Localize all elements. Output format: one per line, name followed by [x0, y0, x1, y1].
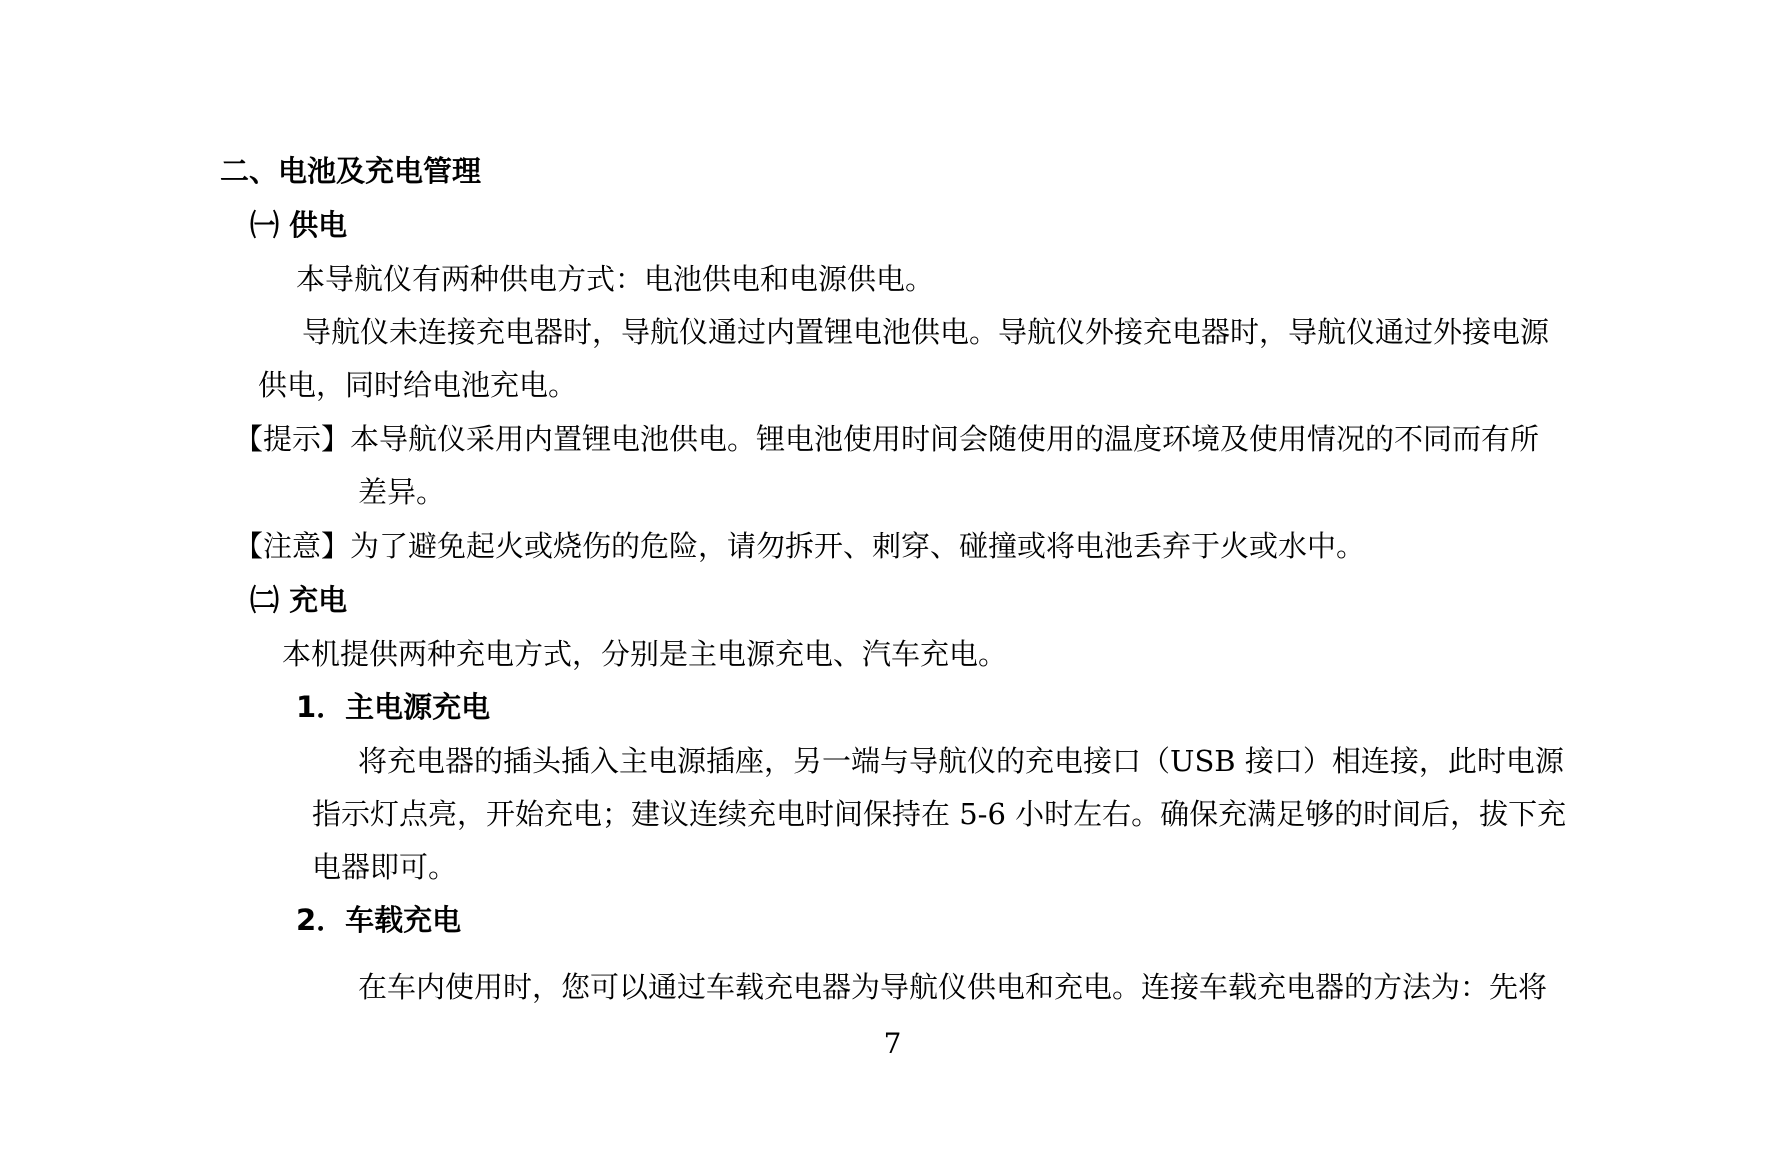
section-title: 二、电池及充电管理 — [220, 154, 482, 188]
subsection-title-power-supply: ㈠ 供电 — [250, 208, 348, 242]
item-title-car-charging: 2．车载充电 — [296, 903, 462, 937]
paragraph-mains-line1: 将充电器的插头插入主电源插座，另一端与导航仪的充电接口（USB 接口）相连接，此时电源 — [358, 744, 1564, 778]
subsection-title-charging: ㈡ 充电 — [250, 583, 348, 617]
paragraph-power-details-line1: 导航仪未连接充电器时，导航仪通过内置锂电池供电。导航仪外接充电器时，导航仪通过外接电源 — [302, 315, 1550, 349]
paragraph-mains-line2: 指示灯点亮，开始充电；建议连续充电时间保持在 5-6 小时左右。确保充满足够的时间后，拔下充 — [312, 797, 1567, 831]
page-number: 7 — [883, 1027, 902, 1060]
paragraph-charging-intro: 本机提供两种充电方式，分别是主电源充电、汽车充电。 — [282, 637, 1008, 671]
paragraph-mains-line3: 电器即可。 — [312, 850, 458, 884]
item-title-mains-charging: 1．主电源充电 — [296, 690, 491, 724]
tip-note-line1: 【提示】本导航仪采用内置锂电池供电。锂电池使用时间会随使用的温度环境及使用情况的不同而有所 — [234, 422, 1540, 456]
paragraph-power-details-line2: 供电，同时给电池充电。 — [258, 368, 578, 402]
paragraph-car-line1: 在车内使用时，您可以通过车载充电器为导航仪供电和充电。连接车载充电器的方法为：先将 — [358, 970, 1548, 1004]
warning-note: 【注意】为了避免起火或烧伤的危险，请勿拆开、刺穿、碰撞或将电池丢弃于火或水中。 — [234, 529, 1366, 563]
tip-note-line2: 差异。 — [358, 475, 446, 509]
paragraph-power-modes: 本导航仪有两种供电方式：电池供电和电源供电。 — [296, 262, 935, 296]
